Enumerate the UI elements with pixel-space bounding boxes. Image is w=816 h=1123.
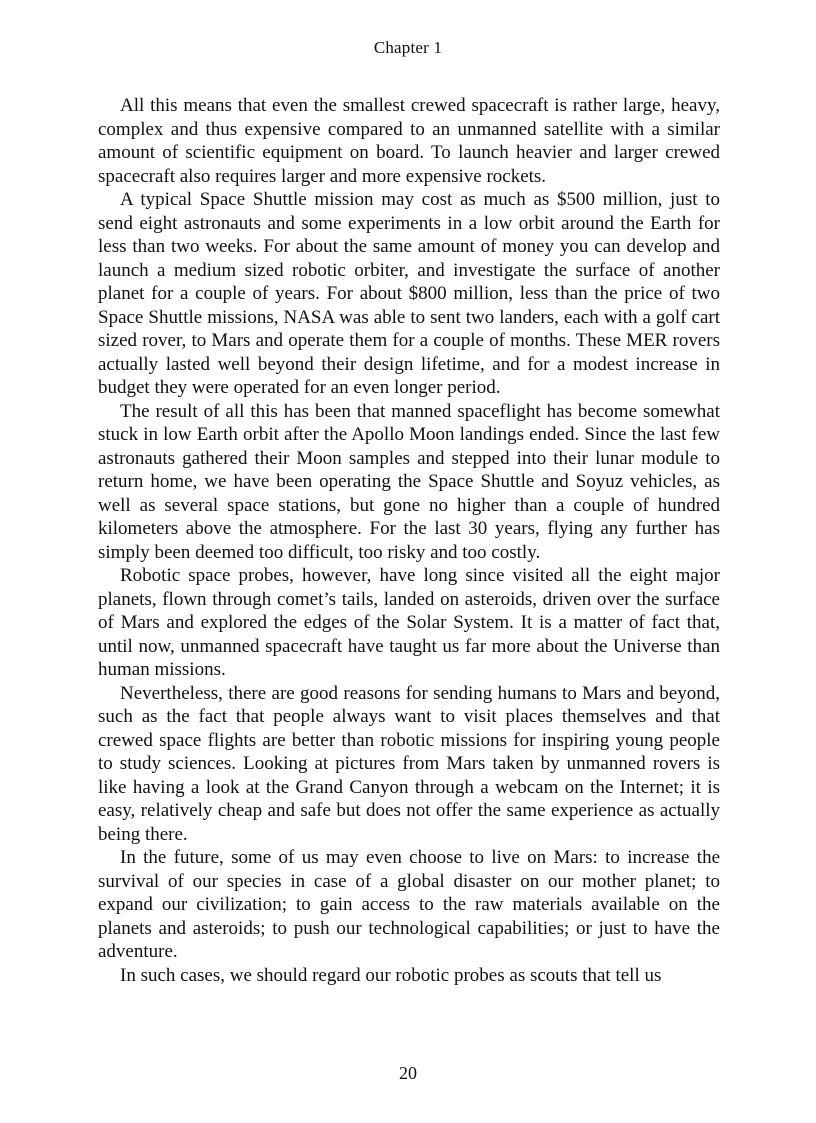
paragraph: In such cases, we should regard our robotic probes as scouts that tell us: [120, 964, 662, 986]
paragraph: All this means that even the smallest crewed spacecraft is rather large, heavy, complex and thus expensive compared to an unmanned satellite with a similar amount of scientific equipment on board. To launch heavier and larger crewed spacecraft also requires larger and more expensive rockets.: [98, 95, 720, 187]
body-text: [98, 94, 720, 987]
paragraph: A typical Space Shuttle mission may cost as much as $500 million, just to send eight astronauts and some experiments in a low orbit around the Earth for less than two weeks. For about the same amount of money you can develop and launch a medium sized robotic orbiter, and investigate the surface of another planet for a couple of years. For about $800 million, less than the price of two Space Shuttle missions, NASA was able to sent two landers, each with a golf cart sized rover, to Mars and operate them for a couple of months. These MER rovers actually lasted well beyond their design lifetime, and for a modest increase in budget they were operated for an even longer period.: [98, 189, 720, 398]
paragraph: Nevertheless, there are good reasons for sending humans to Mars and beyond, such as the fact that people always want to visit places themselves and that crewed space flights are better than robotic missions for inspiring young people to study sciences. Looking at pictures from Mars taken by unmanned rovers is like having a look at the Grand Canyon through a webcam on the Internet; it is easy, relatively cheap and safe but does not offer the same experience as actually being there.: [98, 682, 720, 845]
running-head: Chapter 1: [373, 38, 443, 57]
paragraph: The result of all this has been that manned spaceflight has become somewhat stuck in low Earth orbit after the Apollo Moon landings ended. Since the last few astronauts gathered their Moon samples and stepped into their lunar module to return home, we have been operating the Space Shuttle and Soyuz vehicles, as well as several space stations, but gone no higher than a couple of hundred kilometers above the atmosphere. For the last 30 years, flying any further has simply been deemed too difficult, too risky and too costly.: [98, 400, 720, 563]
paragraph: In the future, some of us may even choose to live on Mars: to increase the survival of our species in case of a global disaster on our mother planet; to expand our civilization; to gain access to the raw materials available on the planets and asteroids; to push our technological capabilities; or just to have the adventure.: [98, 847, 720, 962]
paragraph: Robotic space probes, however, have long since visited all the eight major planets, flown through comet’s tails, landed on asteroids, driven over the surface of Mars and explored the edges of the Solar System. It is a matter of fact that, until now, unmanned spacecraft have taught us far more about the Universe than human missions.: [98, 565, 720, 680]
page-number: 20: [399, 1063, 417, 1083]
